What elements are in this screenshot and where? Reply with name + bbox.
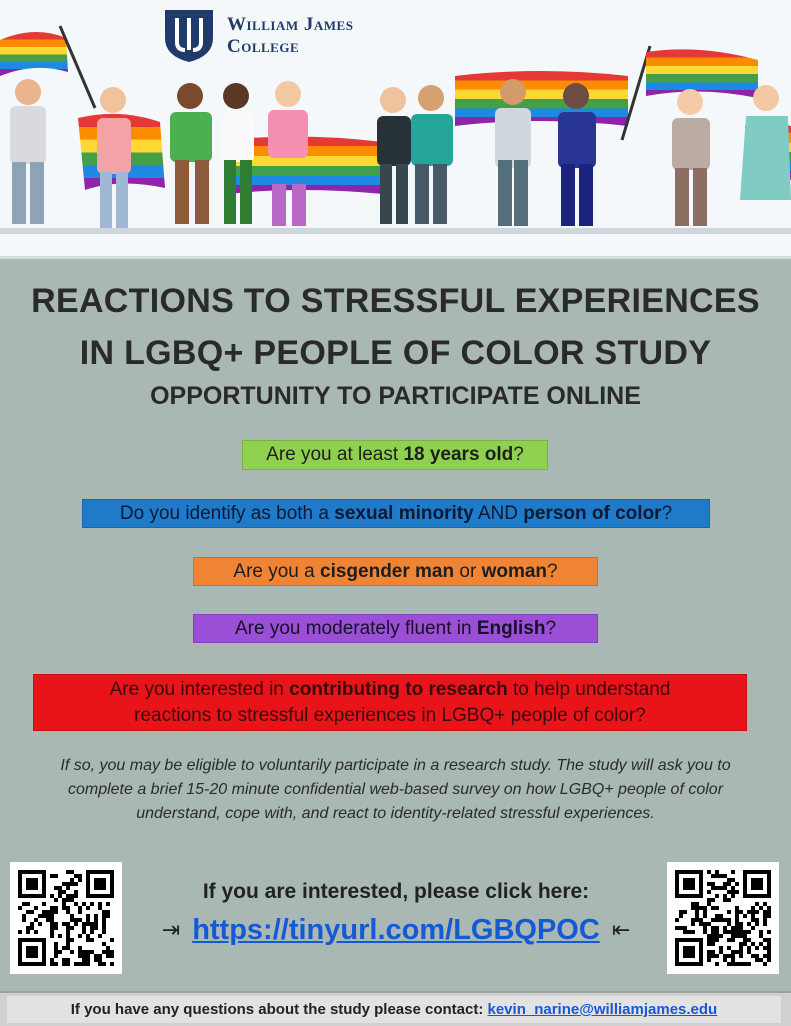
footer [0,991,791,1026]
study-description: If so, you may be eligible to voluntarily participate in a research study. The study will ask you to complete a brief 15-20 minute confidential web-based survey on how LGBQ+ people of color understand, cope with, and react to identity-related stressful experiences. [60,757,731,822]
qr-code-right[interactable] [667,862,779,974]
q4-text: Are you moderately fluent in [234,618,477,639]
question-identity [82,499,710,528]
qr-code-icon [18,870,114,966]
q1-text: Are you at least [266,444,404,465]
question-research-interest [33,674,747,731]
question-gender [193,557,598,586]
question-language [193,614,598,643]
college-logo [163,8,353,64]
qr-code-left[interactable] [10,862,122,974]
q5-text: Are you interested in [109,679,290,700]
q5-line1 [34,677,746,703]
q2-text: Do you identify as both a [119,503,335,524]
q5-bold: contributing to research [289,679,508,700]
qr-code-icon [675,870,771,966]
link-row [128,910,664,950]
q1-bold: 18 years old [403,444,514,465]
header-banner [0,0,791,259]
survey-link[interactable]: https://tinyurl.com/LGBQPOC [192,913,600,946]
page-title-line1: REACTIONS TO STRESSFUL EXPERIENCES [31,282,760,320]
arrow-right-icon: ⇥ [161,917,181,942]
q2-bold1: sexual minority [334,503,474,524]
logo-shield-icon [163,8,215,64]
q3-bold2: woman [481,561,548,582]
q4-bold: English [476,618,546,639]
q5-text-end: to help understand [507,679,671,700]
college-name [227,14,353,58]
q3-mid: or [454,561,482,582]
q3-end: ? [547,561,558,582]
cta-text: If you are interested, please click here: [202,880,590,903]
q2-bold2: person of color [523,503,662,524]
q3-bold1: cisgender man [320,561,455,582]
q2-end: ? [661,503,673,524]
college-name-line1: William James [227,14,354,35]
q2-mid: AND [473,503,524,524]
contact-text: If you have any questions about the study please contact: [70,1001,488,1018]
contact-line [7,996,781,1023]
contact-email-link[interactable]: kevin_narine@williamjames.edu [487,1001,718,1018]
q3-text: Are you a [233,561,320,582]
page-title-line2: IN LGBQ+ PEOPLE OF COLOR STUDY [79,334,712,372]
q4-end: ? [545,618,557,639]
pride-crowd-illustration [0,0,791,256]
college-name-line2: College [227,36,300,57]
q1-end: ? [513,444,524,465]
arrow-left-icon: ⇤ [611,917,631,942]
page-subtitle: OPPORTUNITY TO PARTICIPATE ONLINE [150,382,641,410]
question-age [242,440,548,470]
q5-line2: reactions to stressful experiences in LGBQ+ people of color? [134,705,646,726]
